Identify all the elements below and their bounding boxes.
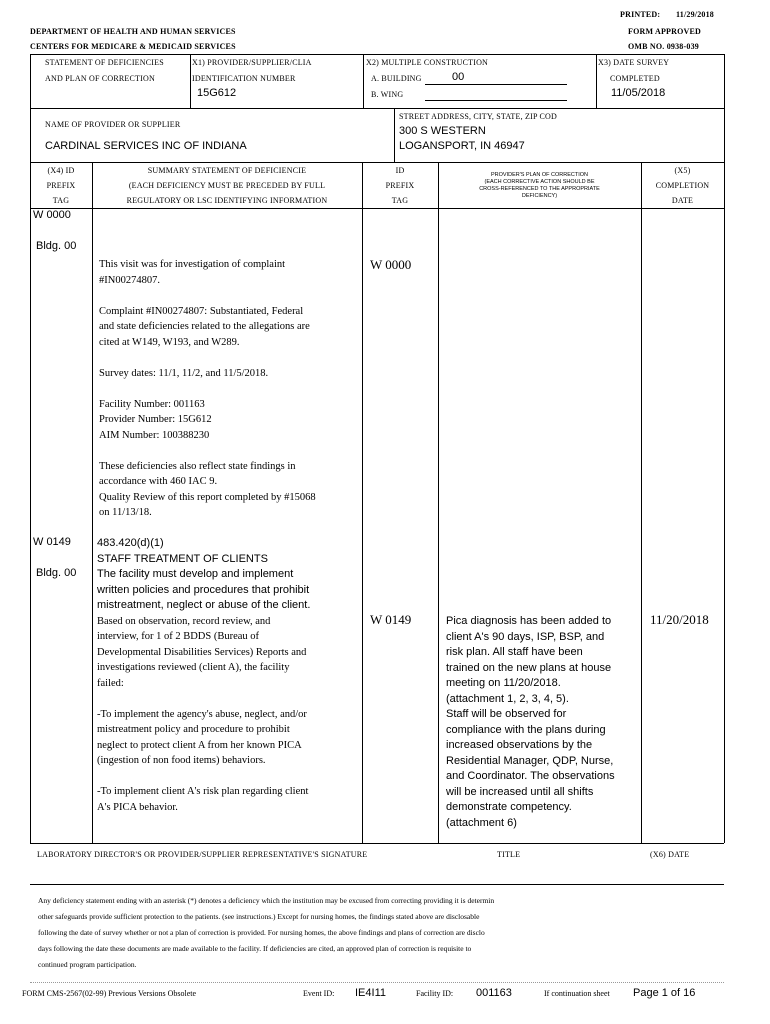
x4-header-1: (X4) ID xyxy=(47,166,75,175)
date-survey-value: 11/05/2018 xyxy=(611,87,666,99)
x5-header-3: DATE xyxy=(671,196,694,205)
entry1-paragraph: Complaint #IN00274807: Substantiated, Federal and state deficiencies related to the allegations are cited at W149, W193, and W289. xyxy=(99,305,310,348)
printed-date: 11/29/2018 xyxy=(676,10,715,19)
entry2-finding-risk-plan: -To implement client A's risk plan regarding client A's PICA behavior. xyxy=(97,786,309,813)
date-survey-label-2: COMPLETED xyxy=(610,74,660,83)
summary-header-3: REGULATORY OR LSC IDENTIFYING INFORMATION xyxy=(126,196,328,205)
entry2-finding-policy: -To implement the agency's abuse, neglect, and/or mistreatment policy and procedure to prohibit neglect to protect client A from her known PICA (ingestion of non food items) behaviors. xyxy=(97,708,307,766)
building-value: 00 xyxy=(452,71,465,83)
event-id-label: Event ID: xyxy=(303,989,335,998)
x5-header-1: (X5) xyxy=(674,166,691,175)
entry2-prefix-tag: W 0149 xyxy=(33,536,71,548)
department-name: DEPARTMENT OF HEALTH AND HUMAN SERVICES xyxy=(30,27,236,36)
continuation-label: If continuation sheet xyxy=(544,989,610,998)
provider-id-value: 15G612 xyxy=(197,87,237,99)
entry1-paragraph: Survey dates: 11/1, 11/2, and 11/5/2018. xyxy=(99,367,269,379)
centers-name: CENTERS FOR MEDICARE & MEDICAID SERVICES xyxy=(30,42,236,51)
building-label: A. BUILDING xyxy=(371,74,422,83)
entry2-findings: Based on observation, record review, and interview, for 1 of 2 BDDS (Bureau of Developmental Disabilities Services) Reports and investigations reviewed (client A), the facility failed: xyxy=(97,615,307,689)
disclaimer-line: other safeguards provide sufficient protection to the patients. (see instructions.) Except for nursing homes, the findings stated above are disclosable xyxy=(38,912,480,921)
summary-header-1: SUMMARY STATEMENT OF DEFICIENCIE xyxy=(147,166,307,175)
plan-header-1: PROVIDER'S PLAN OF CORRECTION xyxy=(490,172,588,178)
event-id-value: IE4I11 xyxy=(355,987,386,999)
provider-id-label-2: IDENTIFICATION NUMBER xyxy=(192,74,296,83)
address-line-2: LOGANSPORT, IN 46947 xyxy=(399,140,525,152)
disclaimer-line: continued program participation. xyxy=(38,960,137,969)
entry2-completion-date: 11/20/2018 xyxy=(650,612,709,627)
statement-label-1: STATEMENT OF DEFICIENCIES xyxy=(45,58,164,67)
entry2-plan-of-correction: Pica diagnosis has been added to client A's 90 days, ISP, BSP, and risk plan. All staff have been trained on the new plans at house meeting on 11/20/2018. (attachment 1, 2, 3, 4, 5). Staff will be observed for compliance with the plans during increased observations by the Residential Manager, QDP, Nurse, and Coordinator. The observations will be increased until all shifts demonstrate competency. (attachment 6) xyxy=(446,615,615,829)
entry2-regulation: 483.420(d)(1) STAFF TREATMENT OF CLIENTS The facility must develop and implement written policies and procedures that prohibit mistreatment, neglect or abuse of the client. xyxy=(97,537,311,611)
x4-header-3: TAG xyxy=(52,196,70,205)
entry1-paragraph: These deficiencies also reflect state findings in accordance with 460 IAC 9. Quality Review of this report completed by #15068 on 11/13/18. xyxy=(99,460,316,518)
plan-header xyxy=(438,172,641,200)
disclaimer-line: following the date of survey whether or not a plan of correction is provided. For nursing homes, the above findings and plans of correction are disclo xyxy=(38,928,485,937)
form-number: FORM CMS-2567(02-99) Previous Versions Obsolete xyxy=(22,989,197,998)
plan-header-4: DEFICIENCY) xyxy=(521,193,558,199)
facility-id-label: Facility ID: xyxy=(416,989,454,998)
address-line-1: 300 S WESTERN xyxy=(399,125,486,137)
date-survey-label-1: X3) DATE SURVEY xyxy=(598,58,670,67)
entry1-building: Bldg. 00 xyxy=(36,240,77,252)
entry2-id-tag: W 0149 xyxy=(370,612,412,627)
entry1-paragraph: This visit was for investigation of complaint #IN00274807. xyxy=(99,259,286,286)
address-label: STREET ADDRESS, CITY, STATE, ZIP COD xyxy=(399,112,557,121)
entry2-building: Bldg. 00 xyxy=(36,567,77,579)
provider-id-label-1: X1) PROVIDER/SUPPLIER/CLIA xyxy=(192,58,312,67)
id-header-3: TAG xyxy=(391,196,409,205)
entry1-id-tag: W 0000 xyxy=(370,257,412,272)
x5-header-2: COMPLETION xyxy=(655,181,710,190)
provider-name-value: CARDINAL SERVICES INC OF INDIANA xyxy=(45,140,247,152)
disclaimer-line: days following the date these documents are made available to the facility. If deficiencies are cited, an approved plan of correction is requisite to xyxy=(38,944,472,953)
entry1-summary xyxy=(99,257,361,536)
signature-label: LABORATORY DIRECTOR'S OR PROVIDER/SUPPLIER REPRESENTATIVE'S SIGNATURE xyxy=(37,850,368,859)
wing-label: B. WING xyxy=(371,90,404,99)
printed-label: PRINTED: xyxy=(620,10,661,19)
provider-name-label: NAME OF PROVIDER OR SUPPLIER xyxy=(45,120,181,129)
plan-header-3: CROSS-REFERENCED TO THE APPROPRIATE xyxy=(479,186,600,192)
x4-header-2: PREFIX xyxy=(46,181,76,190)
id-header-2: PREFIX xyxy=(385,181,415,190)
entry2-summary xyxy=(97,536,361,815)
summary-header-2: (EACH DEFICIENCY MUST BE PRECEDED BY FULL xyxy=(128,181,326,190)
id-header-1: ID xyxy=(395,166,405,175)
multiple-construction-label: X2) MULTIPLE CONSTRUCTION xyxy=(366,58,489,67)
page-number: Page 1 of 16 xyxy=(633,987,696,999)
disclaimer-line: Any deficiency statement ending with an asterisk (*) denotes a deficiency which the institution may be excused from correcting providing it is determin xyxy=(38,896,495,905)
entry1-prefix-tag: W 0000 xyxy=(33,209,71,221)
form-approved: FORM APPROVED xyxy=(628,27,702,36)
omb-number: OMB NO. 0938-039 xyxy=(628,42,699,51)
facility-id-value: 001163 xyxy=(476,987,512,999)
disclaimer xyxy=(38,893,728,973)
date-label: (X6) DATE xyxy=(650,850,690,859)
statement-label-2: AND PLAN OF CORRECTION xyxy=(45,74,155,83)
plan-header-2: (EACH CORRECTIVE ACTION SHOULD BE xyxy=(484,179,595,185)
entry1-paragraph: Facility Number: 001163 Provider Number: 15G612 AIM Number: 100388230 xyxy=(99,398,212,441)
title-label: TITLE xyxy=(497,850,521,859)
